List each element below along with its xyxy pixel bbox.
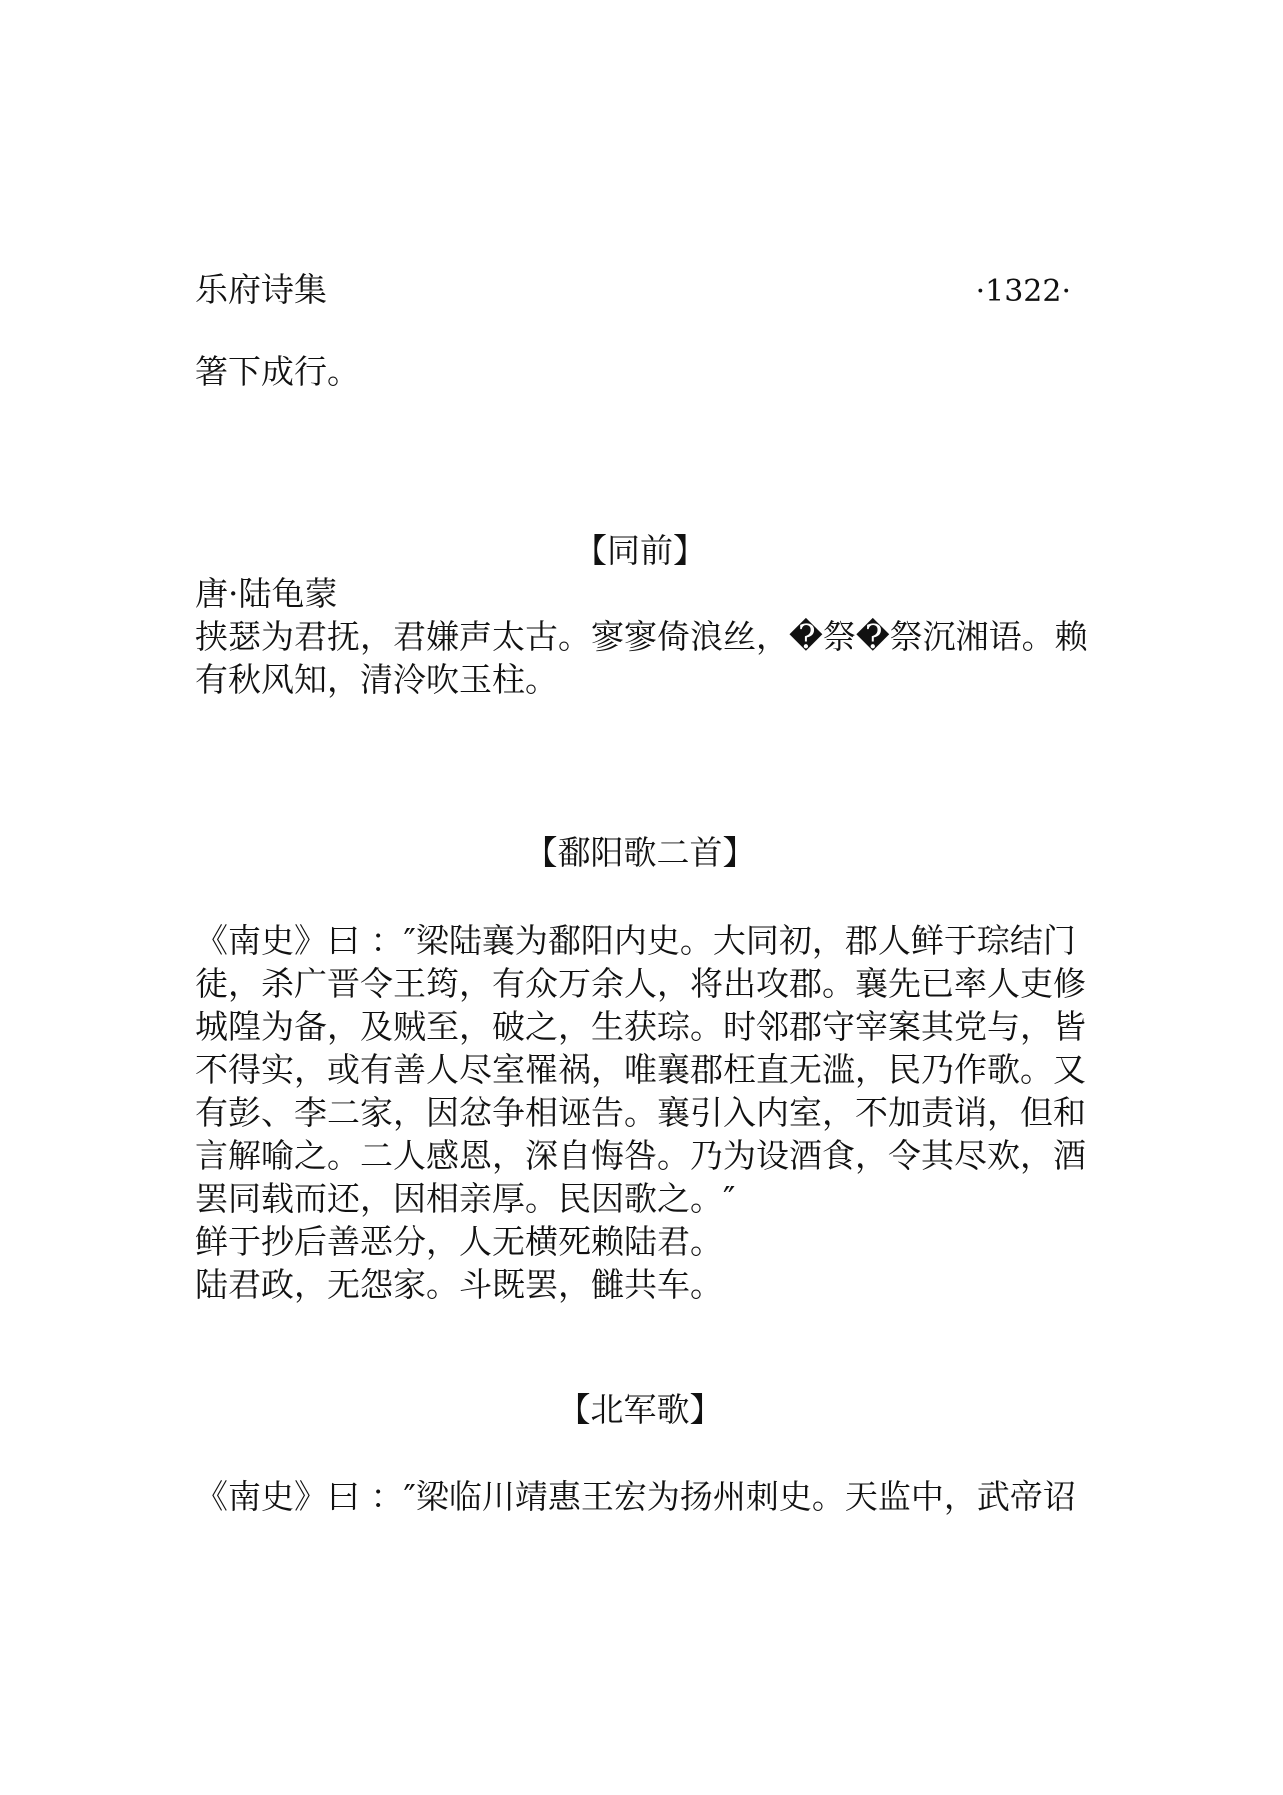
text-line: 挟瑟为君抚，君嫌声太古。寥寥倚浪丝，�祭�祭沉湘语。赖 [195, 617, 1088, 656]
page-number: ·1322· [975, 274, 1071, 309]
text-line: 言解喻之。二人感恩，深自悔咎。乃为设酒食，令其尽欢，酒 [195, 1136, 1086, 1175]
poem-beijun [195, 1475, 1085, 1518]
text-line: 罢同载而还，因相亲厚。民因歌之。″ [195, 1179, 736, 1218]
text-line: 鲜于抄后善恶分，人无横死赖陆君。 [195, 1222, 723, 1261]
text-line: 城隍为备，及贼至，破之，生获琮。时邻郡守宰案其党与，皆 [195, 1007, 1086, 1046]
text-line: 《南史》曰 ：″梁陆襄为鄱阳内史。大同初，郡人鲜于琮结门 [195, 921, 1076, 960]
text-line: 箸下成行。 [195, 352, 360, 391]
section-title-poyang: 【鄱阳歌二首】 [524, 833, 756, 872]
text-line: 徒，杀广晋令王筠，有众万余人，将出攻郡。襄先已率人吏修 [195, 964, 1086, 1003]
text-line: 陆君政，无怨家。斗既罢，雠共车。 [195, 1265, 723, 1304]
text-line: 《南史》曰 ：″梁临川靖惠王宏为扬州刺史。天监中，武帝诏 [195, 1477, 1076, 1516]
section-title-beijun: 【北军歌】 [557, 1390, 723, 1429]
text-line: 有彭、李二家，因忿争相诬告。襄引入内室，不加责诮，但和 [195, 1093, 1086, 1132]
text-line: 不得实，或有善人尽室罹祸，唯襄郡枉直无滥，民乃作歌。又 [195, 1050, 1086, 1089]
section-title-tongqian: 【同前】 [574, 531, 706, 570]
poem-poyang [195, 919, 1085, 1306]
text-line: 有秋风知，清泠吹玉柱。 [195, 660, 558, 699]
book-title: 乐府诗集 [195, 270, 327, 309]
poem-author: 唐·陆龟蒙 [195, 574, 338, 613]
carryover-text [195, 350, 1085, 393]
poem-tongqian [195, 572, 1088, 701]
